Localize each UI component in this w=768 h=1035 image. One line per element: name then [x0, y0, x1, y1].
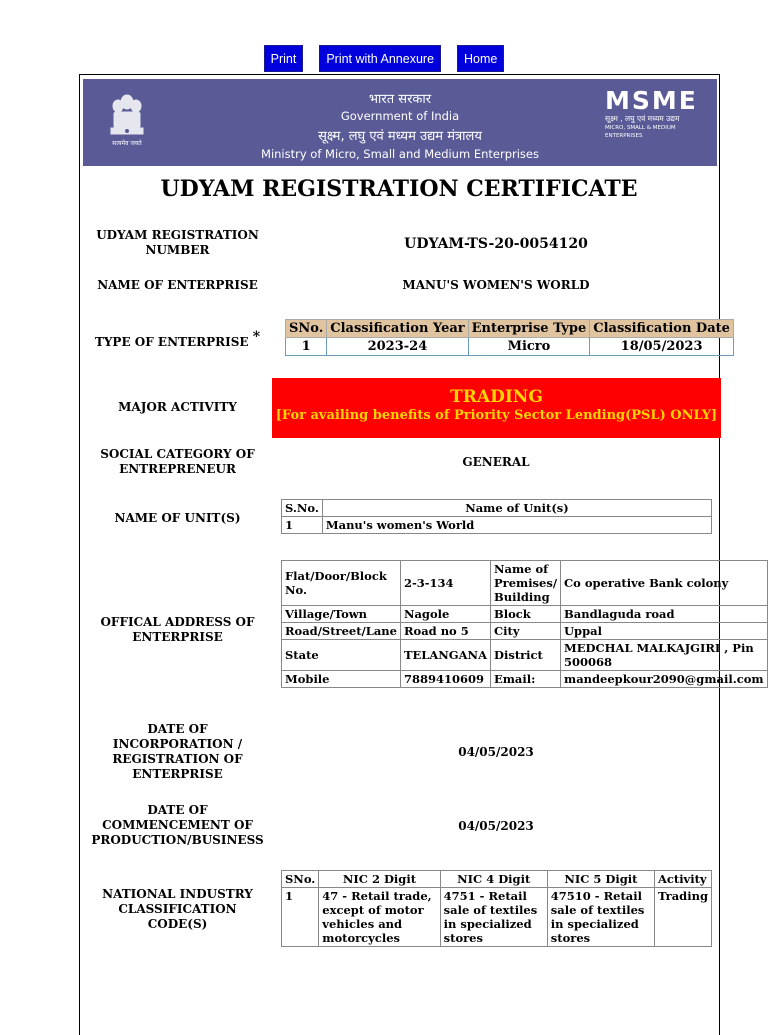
- social-category-value: GENERAL: [462, 455, 530, 469]
- social-category-label: SOCIAL CATEGORY OF ENTREPRENEUR: [100, 447, 255, 476]
- table-cell: 1: [286, 338, 327, 356]
- ministry-heading: Ministry of Micro, Small and Medium Enterprises: [261, 147, 539, 161]
- table-header: Enterprise Type: [468, 320, 590, 338]
- table-header: Activity: [654, 871, 711, 888]
- enterprise-name-value: MANU'S WOMEN'S WORLD: [402, 278, 590, 292]
- certificate-title: UDYAM REGISTRATION CERTIFICATE: [160, 176, 638, 202]
- major-activity-box: [272, 378, 721, 438]
- table-cell: Uppal: [561, 623, 768, 640]
- table-cell: 7889410609: [400, 671, 490, 688]
- table-cell: 1: [282, 517, 323, 534]
- table-cell: Co operative Bank colony: [561, 561, 768, 606]
- action-bar: [0, 45, 768, 72]
- table-cell: Name of Premises/ Building: [491, 561, 561, 606]
- table-cell: Village/Town: [282, 606, 401, 623]
- table-header: S.No.: [282, 500, 323, 517]
- table-row: [282, 517, 712, 534]
- print-with-annexure-button[interactable]: Print with Annexure: [319, 45, 441, 72]
- hindi-ministry-heading: सूक्ष्म, लघु एवं मध्यम उद्यम मंत्रालय: [318, 129, 482, 144]
- commencement-date-value: 04/05/2023: [458, 819, 534, 833]
- table-cell: Bandlaguda road: [561, 606, 768, 623]
- table-row: [282, 888, 712, 947]
- table-cell: Trading: [654, 888, 711, 947]
- commencement-date-label: DATE OF COMMENCEMENT OF PRODUCTION/BUSINESS: [91, 803, 264, 847]
- table-cell: Email:: [491, 671, 561, 688]
- table-cell: Road/Street/Lane: [282, 623, 401, 640]
- email-link[interactable]: mandeepkour2090@gmail.com: [561, 671, 768, 688]
- table-row: [282, 640, 768, 671]
- official-address-label: OFFICAL ADDRESS OF ENTERPRISE: [100, 615, 255, 644]
- table-cell: Flat/Door/Block No.: [282, 561, 401, 606]
- government-heading: Government of India: [340, 109, 460, 123]
- table-cell: District: [491, 640, 561, 671]
- msme-logo-text: MSME: [605, 86, 698, 115]
- table-header-row: [286, 320, 734, 338]
- table-header: SNo.: [282, 871, 319, 888]
- table-header: NIC 5 Digit: [547, 871, 654, 888]
- table-cell: Block: [491, 606, 561, 623]
- table-row: [282, 606, 768, 623]
- table-cell: 4751 - Retail sale of textiles in specialized stores: [440, 888, 547, 947]
- major-activity-label: MAJOR ACTIVITY: [118, 400, 237, 414]
- table-header: Name of Unit(s): [322, 500, 711, 517]
- incorporation-date-label: DATE OF INCORPORATION / REGISTRATION OF ENTERPRISE: [112, 722, 243, 781]
- required-star: *: [252, 329, 261, 345]
- units-table: [281, 499, 712, 534]
- table-cell: Micro: [468, 338, 590, 356]
- ministry-banner: [83, 79, 717, 166]
- table-header-row: [282, 500, 712, 517]
- enterprise-type-label: [90, 330, 265, 350]
- table-cell: Nagole: [400, 606, 490, 623]
- table-cell: Road no 5: [400, 623, 490, 640]
- incorporation-date-value: 04/05/2023: [458, 745, 534, 759]
- table-cell: 47510 - Retail sale of textiles in specialized stores: [547, 888, 654, 947]
- enterprise-name-label: NAME OF ENTERPRISE: [97, 278, 258, 292]
- table-cell: TELANGANA: [400, 640, 490, 671]
- table-header: Classification Year: [327, 320, 468, 338]
- emblem-caption: सत्यमेव जयते: [112, 140, 142, 147]
- registration-number-value: UDYAM-TS-20-0054120: [404, 236, 588, 252]
- table-row: [282, 623, 768, 640]
- unit-names-label: NAME OF UNIT(S): [114, 511, 241, 525]
- hindi-government-heading: भारत सरकार: [368, 92, 432, 107]
- table-cell: 2023-24: [327, 338, 468, 356]
- enterprise-type-label-text: TYPE OF ENTERPRISE: [94, 335, 249, 349]
- table-cell: 18/05/2023: [590, 338, 734, 356]
- registration-number-label: UDYAM REGISTRATION NUMBER: [96, 228, 259, 257]
- table-header: NIC 4 Digit: [440, 871, 547, 888]
- table-cell: 1: [282, 888, 319, 947]
- address-table: [281, 560, 768, 688]
- psl-note: [For availing benefits of Priority Sector Lending(PSL) ONLY]: [275, 408, 718, 423]
- table-cell: MEDCHAL MALKAJGIRI , Pin 500068: [561, 640, 768, 671]
- table-header-row: [282, 871, 712, 888]
- table-cell: Mobile: [282, 671, 401, 688]
- table-cell: 47 - Retail trade, except of motor vehicles and motorcycles: [319, 888, 440, 947]
- msme-english-text: MICRO, SMALL & MEDIUM ENTERPRISES: [605, 125, 676, 139]
- major-activity-value: TRADING: [450, 387, 543, 407]
- table-cell: State: [282, 640, 401, 671]
- nic-table: [281, 870, 712, 947]
- table-row: [282, 671, 768, 688]
- table-cell: 2-3-134: [400, 561, 490, 606]
- table-header: NIC 2 Digit: [319, 871, 440, 888]
- table-row: [286, 338, 734, 356]
- nic-codes-label: NATIONAL INDUSTRY CLASSIFICATION CODE(S): [102, 887, 253, 931]
- table-cell: City: [491, 623, 561, 640]
- table-header: Classification Date: [590, 320, 734, 338]
- table-cell: Manu's women's World: [322, 517, 711, 534]
- home-button[interactable]: Home: [457, 45, 504, 72]
- table-header: SNo.: [286, 320, 327, 338]
- table-row: [282, 561, 768, 606]
- print-button[interactable]: Print: [264, 45, 304, 72]
- msme-logo: [605, 86, 705, 139]
- msme-hindi-text: सूक्ष्म , लघु एवं मध्यम उद्यम: [605, 114, 680, 123]
- enterprise-type-table: [285, 319, 734, 356]
